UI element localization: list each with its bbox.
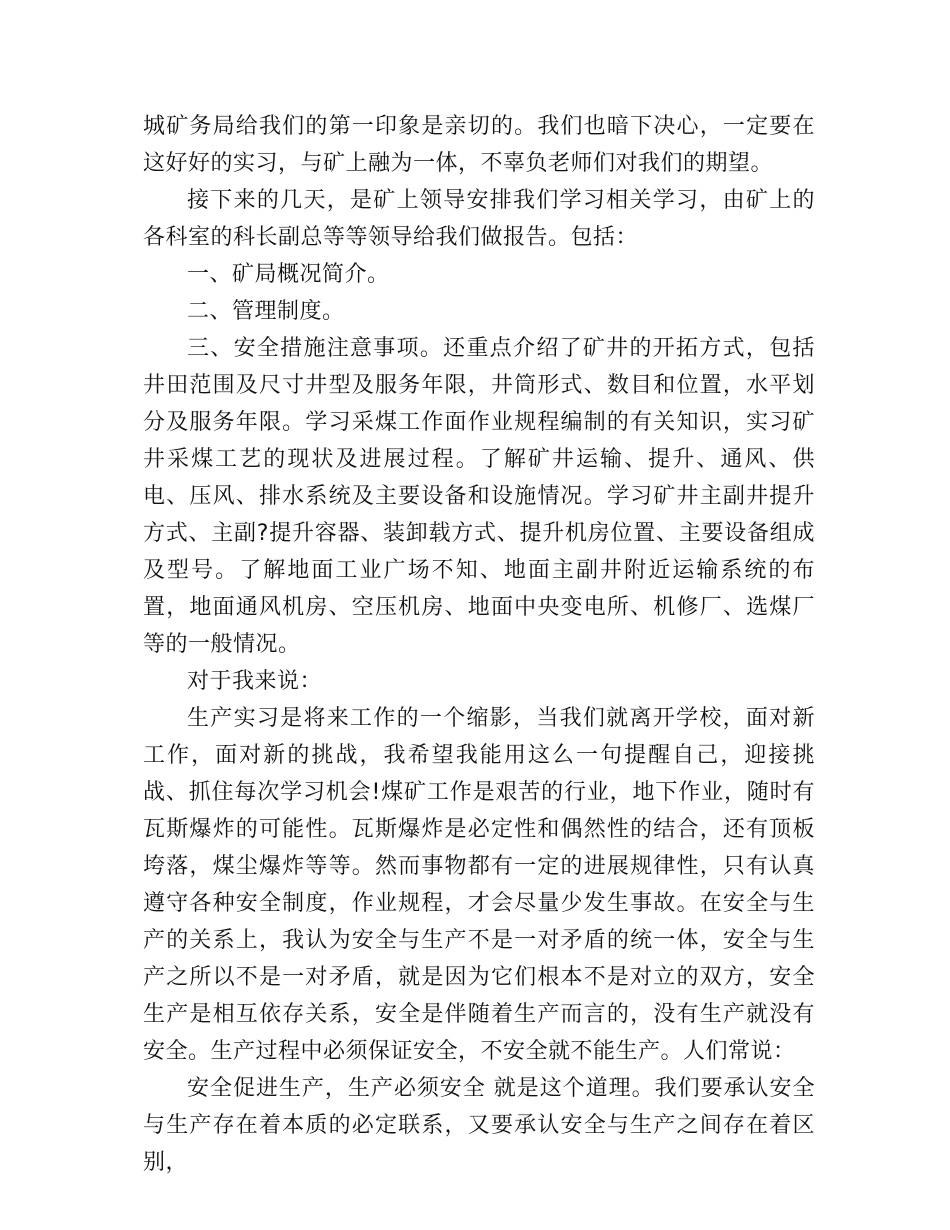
paragraph-4: 二、管理制度。 <box>187 299 345 324</box>
paragraph-3: 一、矿局概况简介。 <box>187 262 390 287</box>
document-body <box>143 108 815 1181</box>
paragraph-8: 安全促进生产，生产必须安全 就是这个道理。我们要承认安全与生产存在着本质的必定联系，又要承认安全与生产之间存在着区别， <box>143 1076 815 1175</box>
paragraph-2: 接下来的几天，是矿上领导安排我们学习相关学习，由矿上的各科室的科长副总等等领导给我们做报告。包括： <box>143 188 815 250</box>
paragraph-1: 城矿务局给我们的第一印象是亲切的。我们也暗下决心，一定要在这好好的实习，与矿上融为一体，不辜负老师们对我们的期望。 <box>143 114 815 176</box>
paragraph-6: 对于我来说： <box>187 669 323 694</box>
paragraph-5: 三、安全措施注意事项。还重点介绍了矿井的开拓方式，包括井田范围及尺寸井型及服务年限，井筒形式、数目和位置，水平划分及服务年限。学习采煤工作面作业规程编制的有关知识，实习矿井采煤工艺的现状及进展过程。了解矿井运输、提升、通风、供电、压风、排水系统及主要设备和设施情况。学习矿井主副井提升方式、主副?提升容器、装卸载方式、提升机房位置、主要设备组成及型号。了解地面工业广场不知、地面主副井附近运输系统的布置，地面通风机房、空压机房、地面中央变电所、机修厂、选煤厂等的一般情况。 <box>143 336 815 657</box>
paragraph-7: 生产实习是将来工作的一个缩影，当我们就离开学校，面对新工作，面对新的挑战，我希望我能用这么一句提醒自己，迎接挑战、抓住每次学习机会!煤矿工作是艰苦的行业，地下作业，随时有瓦斯爆炸的可能性。瓦斯爆炸是必定性和偶然性的结合，还有顶板垮落，煤尘爆炸等等。然而事物都有一定的进展规律性，只有认真遵守各种安全制度，作业规程，才会尽量少发生事故。在安全与生产的关系上，我认为安全与生产不是一对矛盾的统一体，安全与生产之所以不是一对矛盾，就是因为它们根本不是对立的双方，安全生产是相互依存关系，安全是伴随着生产而言的，没有生产就没有安全。生产过程中必须保证安全，不安全就不能生产。人们常说： <box>143 706 815 1064</box>
